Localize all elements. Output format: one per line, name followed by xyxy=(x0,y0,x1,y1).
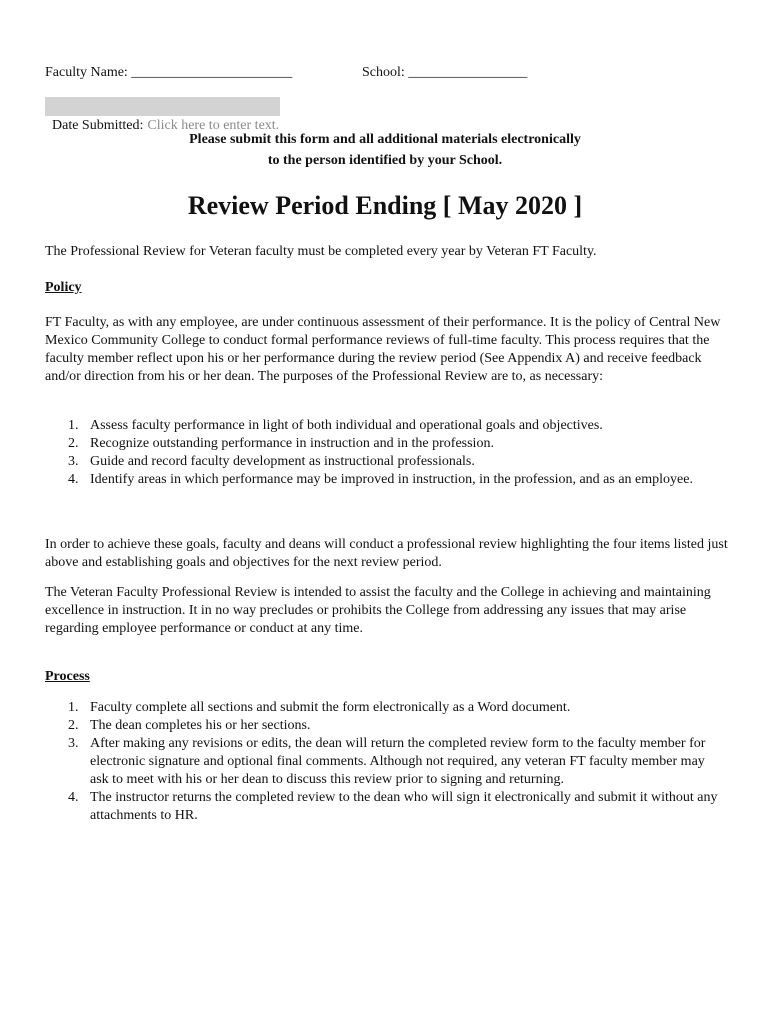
list-item xyxy=(45,453,725,471)
list-item-text: Assess faculty performance in light of both individual and operational goals and objectives. xyxy=(90,418,603,433)
header-fields xyxy=(45,64,745,82)
date-submitted-label: Date Submitted: xyxy=(52,118,144,133)
list-item-text: Faculty complete all sections and submit the form electronically as a Word document. xyxy=(90,700,571,715)
list-item-text: The dean completes his or her sections. xyxy=(90,718,311,733)
list-item xyxy=(45,735,725,789)
list-item xyxy=(45,435,725,453)
intro-paragraph: The Professional Review for Veteran faculty must be completed every year by Veteran FT Faculty. xyxy=(45,244,597,259)
date-submitted-field[interactable] xyxy=(45,97,280,133)
faculty-name-field[interactable]: Faculty Name: _______________________ xyxy=(45,65,293,80)
policy-heading: Policy xyxy=(45,280,82,295)
date-submitted-placeholder[interactable]: Click here to enter text. xyxy=(147,118,280,133)
list-number: 4. xyxy=(68,790,79,805)
list-item-text: Identify areas in which performance may be improved in instruction, in the profession, and as an employee. xyxy=(90,472,693,487)
submission-notice xyxy=(0,129,770,171)
list-item xyxy=(45,417,725,435)
list-item-text: Recognize outstanding performance in instruction and in the profession. xyxy=(90,436,494,451)
school-field[interactable]: School: _________________ xyxy=(362,65,528,80)
list-number: 3. xyxy=(68,736,79,751)
list-number: 1. xyxy=(68,418,79,433)
page-title: Review Period Ending [ May 2020 ] xyxy=(187,191,583,220)
process-list xyxy=(45,699,725,825)
excellence-paragraph: The Veteran Faculty Professional Review is intended to assist the faculty and the College in achieving and maintaining excellence in instruction. It in no way precludes or prohibits the College from addressing any issues that may arise regarding employee performance or conduct at any time. xyxy=(45,585,711,636)
list-item-text: After making any revisions or edits, the dean will return the completed review form to the faculty member for electronic signature and optional final comments. Although not required, any veteran FT faculty member may ask to meet with his or her dean to discuss this review prior to signing and returning. xyxy=(90,736,706,787)
policy-paragraph: FT Faculty, as with any employee, are under continuous assessment of their performance. It is the policy of Central New Mexico Community College to conduct formal performance reviews of full-time faculty. This process requires that the faculty member reflect upon his or her performance during the review period (See Appendix A) and receive feedback and/or direction from his or her dean. The purposes of the Professional Review are to, as necessary: xyxy=(45,315,721,384)
list-number: 4. xyxy=(68,472,79,487)
list-number: 3. xyxy=(68,454,79,469)
list-item xyxy=(45,789,725,825)
list-number: 1. xyxy=(68,700,79,715)
list-item xyxy=(45,717,725,735)
list-number: 2. xyxy=(68,436,79,451)
policy-list xyxy=(45,417,725,489)
list-item-text: The instructor returns the completed review to the dean who will sign it electronically and submit it without any attachments to HR. xyxy=(90,790,718,823)
list-item-text: Guide and record faculty development as instructional professionals. xyxy=(90,454,475,469)
goals-paragraph: In order to achieve these goals, faculty and deans will conduct a professional review highlighting the four items listed just above and establishing goals and objectives for the next review period. xyxy=(45,537,728,570)
process-heading: Process xyxy=(45,669,90,684)
list-number: 2. xyxy=(68,718,79,733)
notice-line-2: to the person identified by your School. xyxy=(267,153,503,168)
list-item xyxy=(45,471,725,489)
list-item xyxy=(45,699,725,717)
notice-line-1: Please submit this form and all additional materials electronically xyxy=(189,132,581,147)
